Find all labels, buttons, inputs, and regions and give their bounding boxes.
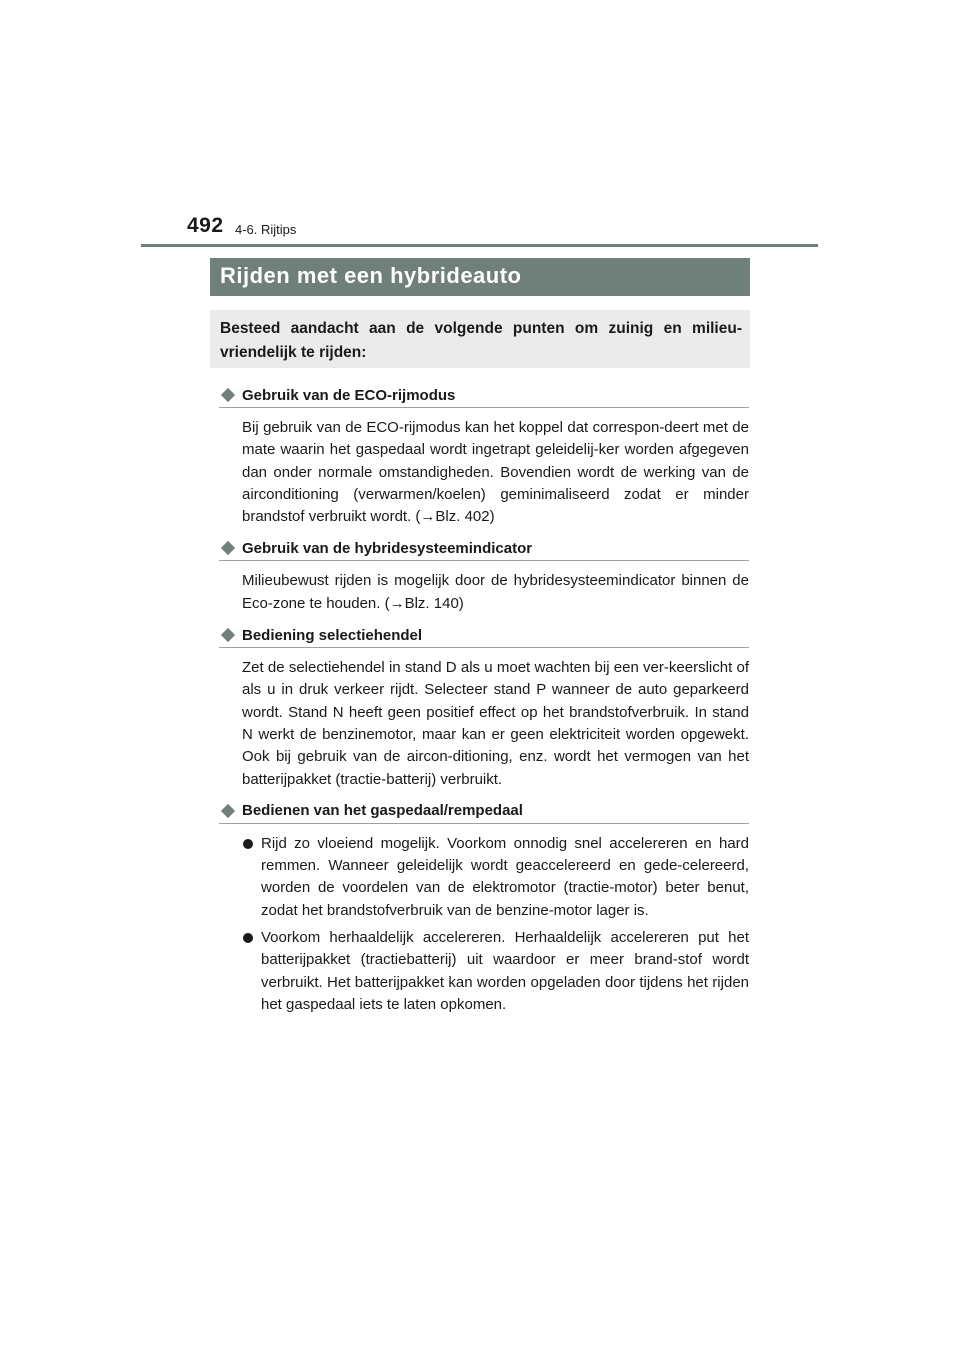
section-text: Milieubewust rijden is mogelijk door de hybridesysteemindicator binnen de Eco-zone te houden. (→Blz. 140) bbox=[242, 572, 749, 612]
page-title-bar bbox=[210, 258, 750, 296]
section-eco-mode bbox=[219, 383, 749, 528]
bullet-dot-icon bbox=[243, 839, 253, 849]
section-text: Bij gebruik van de ECO-rijmodus kan het koppel dat correspon-deert met de mate waarin het gaspedaal wordt ingetrapt geleidelij-ker worden afgegeven dan onder normale omstandigheden. Bovendien wordt de werking van de airconditioning (verwarmen/koelen) geminimaliseerd zodat er minder brandstof verbruikt wordt. (→Blz. 402) bbox=[242, 419, 749, 526]
content bbox=[219, 383, 749, 1024]
section-text: Zet de selectiehendel in stand D als u moet wachten bij een ver-keerslicht of als u in druk verkeer rijdt. Selecteer stand P wanneer de auto geparkeerd wordt. Stand N heeft geen positief effect op het brandstofverbruik. In stand N werkt de benzinemotor, maar kan er geen elektriciteit worden opgewekt. Ook bij gebruik van de aircon-ditioning, enz. wordt het vermogen van het batterijpakket (tractie-batterij) verbruikt. bbox=[242, 659, 749, 788]
section-title: Bedienen van het gaspedaal/rempedaal bbox=[242, 802, 523, 820]
list-item-text: Voorkom herhaaldelijk accelereren. Herhaaldelijk accelereren put het batterijpakket (tractiebatterij) uit waardoor er meer brand-stof wordt verbruikt. Het batterijpakket kan worden opgeladen door tijdens het rijden het gaspedaal iets te laten opkomen. bbox=[261, 929, 749, 1013]
section-title: Gebruik van de hybridesysteemindicator bbox=[242, 539, 533, 557]
diamond-bullet-icon bbox=[221, 388, 235, 402]
page-title: Rijden met een hybrideauto bbox=[220, 263, 522, 288]
list-item-text: Rijd zo vloeiend mogelijk. Voorkom onnodig snel accelereren en hard remmen. Wanneer geleidelijk wordt geaccelereerd en gede-celereerd, worden de voordelen van de elektromotor (tractie-motor) beter benut, zodat het brandstofverbruik van de benzine-motor lager is. bbox=[261, 834, 749, 919]
section-title: Bediening selectiehendel bbox=[242, 626, 423, 644]
bullet-list bbox=[219, 833, 749, 1016]
diamond-bullet-icon bbox=[221, 541, 235, 555]
section-heading bbox=[219, 623, 749, 648]
diamond-bullet-icon bbox=[221, 804, 235, 818]
section-reference: 4-6. Rijtips bbox=[235, 222, 297, 237]
intro-text: Besteed aandacht aan de volgende punten om zuinig en milieu-vriendelijk te rijden: bbox=[220, 320, 742, 361]
page-number: 492 bbox=[187, 214, 224, 237]
intro-box bbox=[210, 310, 750, 368]
list-item bbox=[219, 927, 749, 1016]
list-item bbox=[219, 833, 749, 922]
section-title: Gebruik van de ECO-rijmodus bbox=[242, 386, 456, 404]
section-pedals bbox=[219, 799, 749, 1016]
section-heading bbox=[219, 799, 749, 824]
diamond-bullet-icon bbox=[221, 628, 235, 642]
section-shift-lever bbox=[219, 623, 749, 791]
section-heading bbox=[219, 536, 749, 561]
section-hybrid-indicator bbox=[219, 536, 749, 615]
bullet-dot-icon bbox=[243, 933, 253, 943]
section-heading bbox=[219, 383, 749, 408]
page-header bbox=[141, 214, 818, 247]
